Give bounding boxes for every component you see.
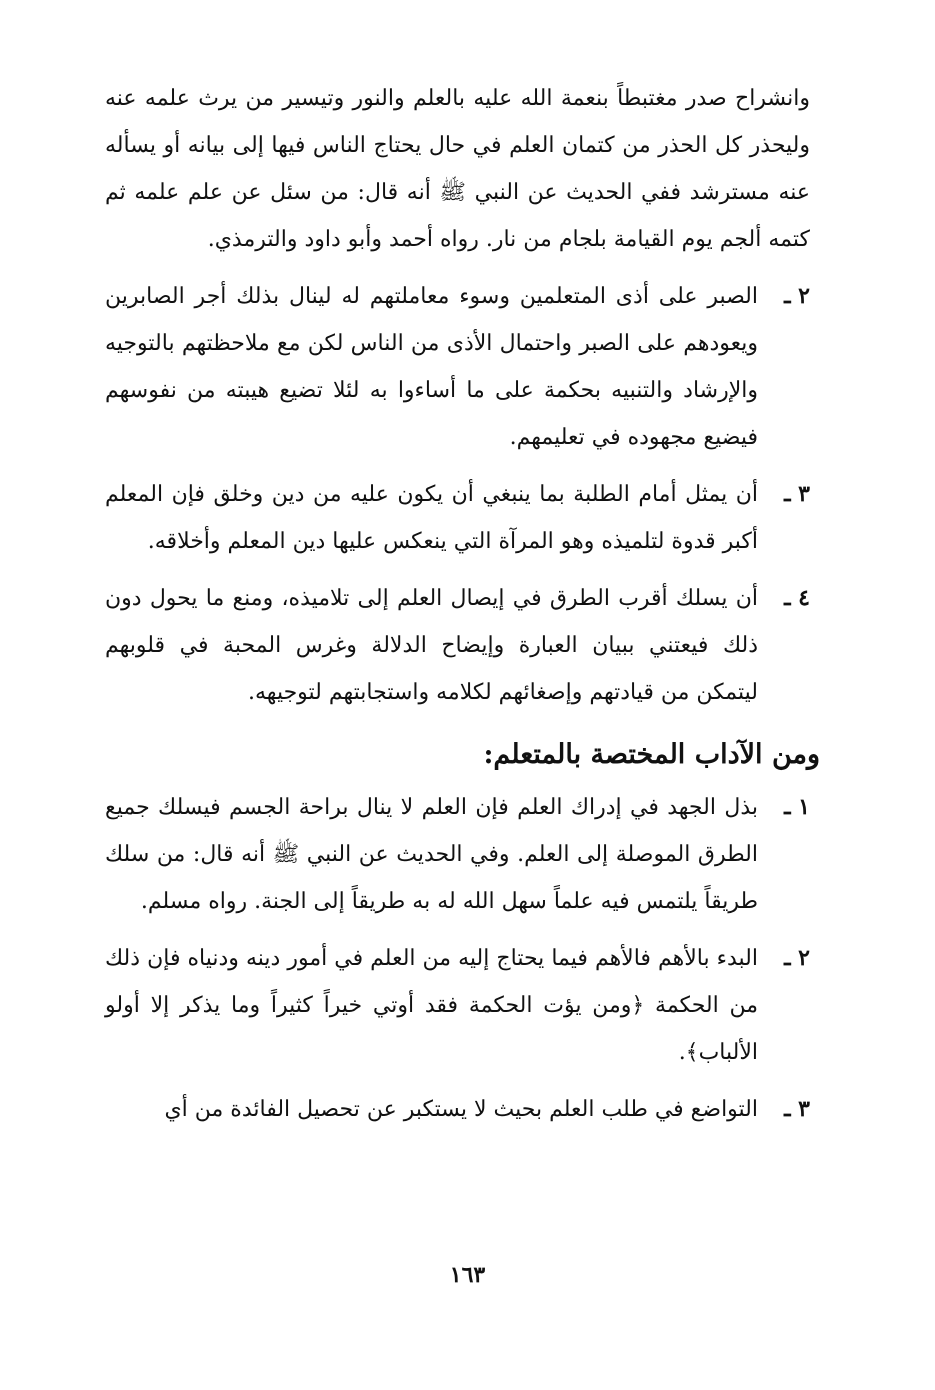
item-text: بذل الجهد في إدراك العلم فإن العلم لا ينال براحة الجسم فيسلك جميع الطرق الموصلة إلى العلم. وفي الحديث عن النبي ﷺ أنه قال: من سلك طريقاً يلتمس فيه علماً سهل الله له به طريقاً إلى الجنة. رواه مسلم. [105,795,758,914]
item-text: أن يمثل أمام الطلبة بما ينبغي أن يكون عليه من دين وخلق فإن المعلم أكبر قدوة لتلميذه وهو المرآة التي ينعكس عليها دين المعلم وأخلاقه. [105,482,758,554]
item-text: البدء بالأهم فالأهم فيما يحتاج إليه من العلم في أمور دينه ودنياه فإن ذلك من الحكمة ﴿ومن يؤت الحكمة فقد أوتي خيراً كثيراً وما يذكر إلا أولو الألباب﴾. [105,946,758,1065]
student-etiquette-list [105,784,810,1133]
item-number: ٢ ـ [784,945,810,971]
item-text: أن يسلك أقرب الطرق في إيصال العلم إلى تلاميذه، ومنع ما يحول دون ذلك فيعتني ببيان العبارة وإيضاح الدلالة وغرس المحبة في قلوبهم ليتمكن من قيادتهم وإصغائهم لكلامه واستجابتهم لتوجيهه. [105,586,758,705]
list-item [105,935,810,1076]
section-heading: ومن الآداب المختصة بالمتعلم: [483,739,820,770]
list-item [105,784,810,925]
list-item [105,471,810,565]
item-text: التواضع في طلب العلم بحيث لا يستكبر عن تحصيل الفائدة من أي [164,1097,758,1122]
item-number: ٤ ـ [784,585,810,611]
list-item [105,1086,810,1133]
page-number: ١٦٣ [449,1262,486,1288]
item-text: الصبر على أذى المتعلمين وسوء معاملتهم له لينال بذلك أجر الصابرين ويعودهم على الصبر واحتمال الأذى من الناس لكن مع ملاحظتهم بالتوجيه والإرشاد والتنبيه بحكمة على ما أساءوا به لئلا تضيع هيبته من نفوسهم فيضيع مجهوده في تعليمهم. [105,284,759,450]
item-number: ٣ ـ [784,481,810,507]
item-number: ٣ ـ [784,1096,810,1122]
list-item [105,575,810,716]
teacher-etiquette-list [105,273,810,716]
item-number: ٢ ـ [784,283,810,309]
item-number: ١ ـ [784,794,810,820]
page-body [105,75,820,1143]
intro-paragraph: وانشراح صدر مغتبطاً بنعمة الله عليه بالعلم والنور وتيسير من يرث علمه عنه وليحذر كل الحذر من كتمان العلم في حال يحتاج الناس فيها إلى بيانه أو يسأله عنه مسترشد ففي الحديث عن النبي ﷺ أنه قال: من سئل عن علم علمه ثم كتمه ألجم يوم القيامة بلجام من نار. رواه أحمد وأبو داود والترمذي. [105,86,810,252]
list-item [105,273,810,461]
